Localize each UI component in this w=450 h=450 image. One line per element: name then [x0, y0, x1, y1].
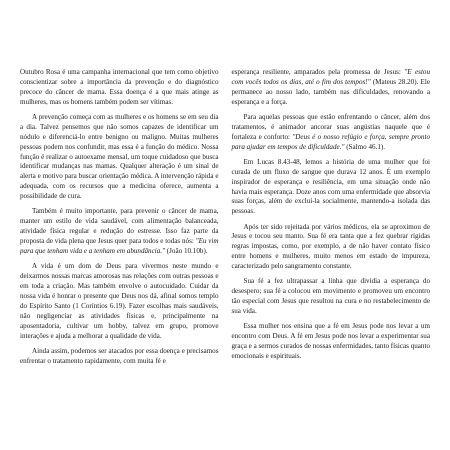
bible-reference: (Mateus 28.20). Ele permanece ao nosso lado, também nas dificuldades, renovando a esperança e a força. [231, 77, 430, 106]
paragraph [232, 68, 431, 108]
paragraph [20, 207, 219, 257]
paragraph-text: Também é muito importante, para prevenir o câncer de mama, manter um estilo de vida saudável, com alimentação balanceada, atividade física regular e redução do estresse. Isso faz parte da proposta de vida plena que Jesus quer para todos e todas nós: [20, 207, 219, 246]
bible-reference: (Salmo 46.1). [344, 142, 386, 151]
right-column [232, 68, 431, 450]
paragraph: A prevenção começa com as mulheres e os homens se em seu dia a dia. Talvez pensemos que não somos capazes de identificar um nódulo e diferenciá-lo entre benigno ou maligno. Muitas mulheres pessoas podem nos confundir, mas essa é a função do médico. Nossa função é realizar o autoexame mensal, um toque cuidadoso que busca identificar mudanças nas mamas. Qualquer alteração é um sinal de alerta e motivo para buscar orientação médica. A intervenção rápida e adequada, com os recursos que a medicina oferece, aumenta a possibilidade de cura. [20, 112, 219, 201]
paragraph: Após ter sido rejeitada por vários médicos, ela se aproximou de Jesus e tocou seu manto. Sua fé era tanta que a fez quebrar rígidas regras impostas, como, por exemplo, a de não haver contato físico entre homens e mulheres, muito menos em estado de impureza, caracterizado pelo sangramento constante. [231, 222, 430, 271]
bible-quote: "Eu vim para que tenham vida e a tenham em abundância." [20, 237, 219, 255]
paragraph: A vida é um dom de Deus para vivermos neste mundo e deixarmos nossas marcas amorosas nas relações com outras pessoas e em toda a criação. Mas também envolve o autocuidado. Cuidar da nossa vida é honrar o presente que Deus nos dá, afinal somos templo do Espírito Santo (1 Coríntios 6.19). Fazer escolhas mais saudáveis, não negligenciar as atividades físicas e, principalmente na aposentadoria, cultivar um hobby, talvez em grupo, promove interações e ajuda a melhorar a qualidade de vida. [20, 262, 219, 340]
bible-quote: "Deus é o nosso refúgio e força, sempre pronto para ajudar em tempos de dificuldade." [231, 132, 430, 151]
paragraph-text: Para aquelas pessoas que estão enfrentando o câncer, além dos tratamentos, é animador ancorar suas angústias naquele que é fortaleza e conforto: [231, 112, 430, 141]
paragraph-text: esperança resiliente, amparados pela promessa de Jesus: [231, 68, 405, 76]
paragraph: Ainda assim, podemos ser atacados por essa doença e precisamos enfrentar o tratamento rapidamente, com muita fé e [20, 346, 219, 365]
left-column [20, 68, 219, 450]
bible-reference: (João 10.10b). [165, 247, 208, 255]
paragraph: Sua fé a fez ultrapassar a linha que dividia a esperança do desespero; sua fé a colocou em movimento e promoveu um encontro tão especial com Jesus que resultou na cura e no restabelecimento de sua vida. [231, 277, 430, 316]
paragraph: Essa mulher nos ensina que a fé em Jesus pode nos levar a um encontro com Deus. A fé em Jesus pode nos levar a experimentar sua graça e a sermos curados de nossas enfermidades, tanto físicas quanto emocionais e espirituais. [231, 322, 430, 361]
paragraph: Em Lucas 8.43-48, lemos a história de uma mulher que foi curada de um fluxo de sangue que durava 12 anos. É um exemplo inspirador de esperança e resiliência, em uma situação onde não havia mais esperança. Doze anos com uma enfermidade que absorvia suas forças, além de excluí-la socialmente, mantendo-a isolada das pessoas. [231, 157, 430, 216]
paragraph [232, 113, 431, 153]
paragraph: Outubro Rosa é uma campanha internacional que tem como objetivo conscientizar sobre a importância da prevenção e do diagnóstico precoce do câncer de mama. Essa doença é a que mais atinge as mulheres, mas os homens também podem ser vítimas. [20, 68, 219, 106]
bible-quote: "E estou com vocês todos os dias, até o fim dos tempos!" [231, 68, 431, 86]
